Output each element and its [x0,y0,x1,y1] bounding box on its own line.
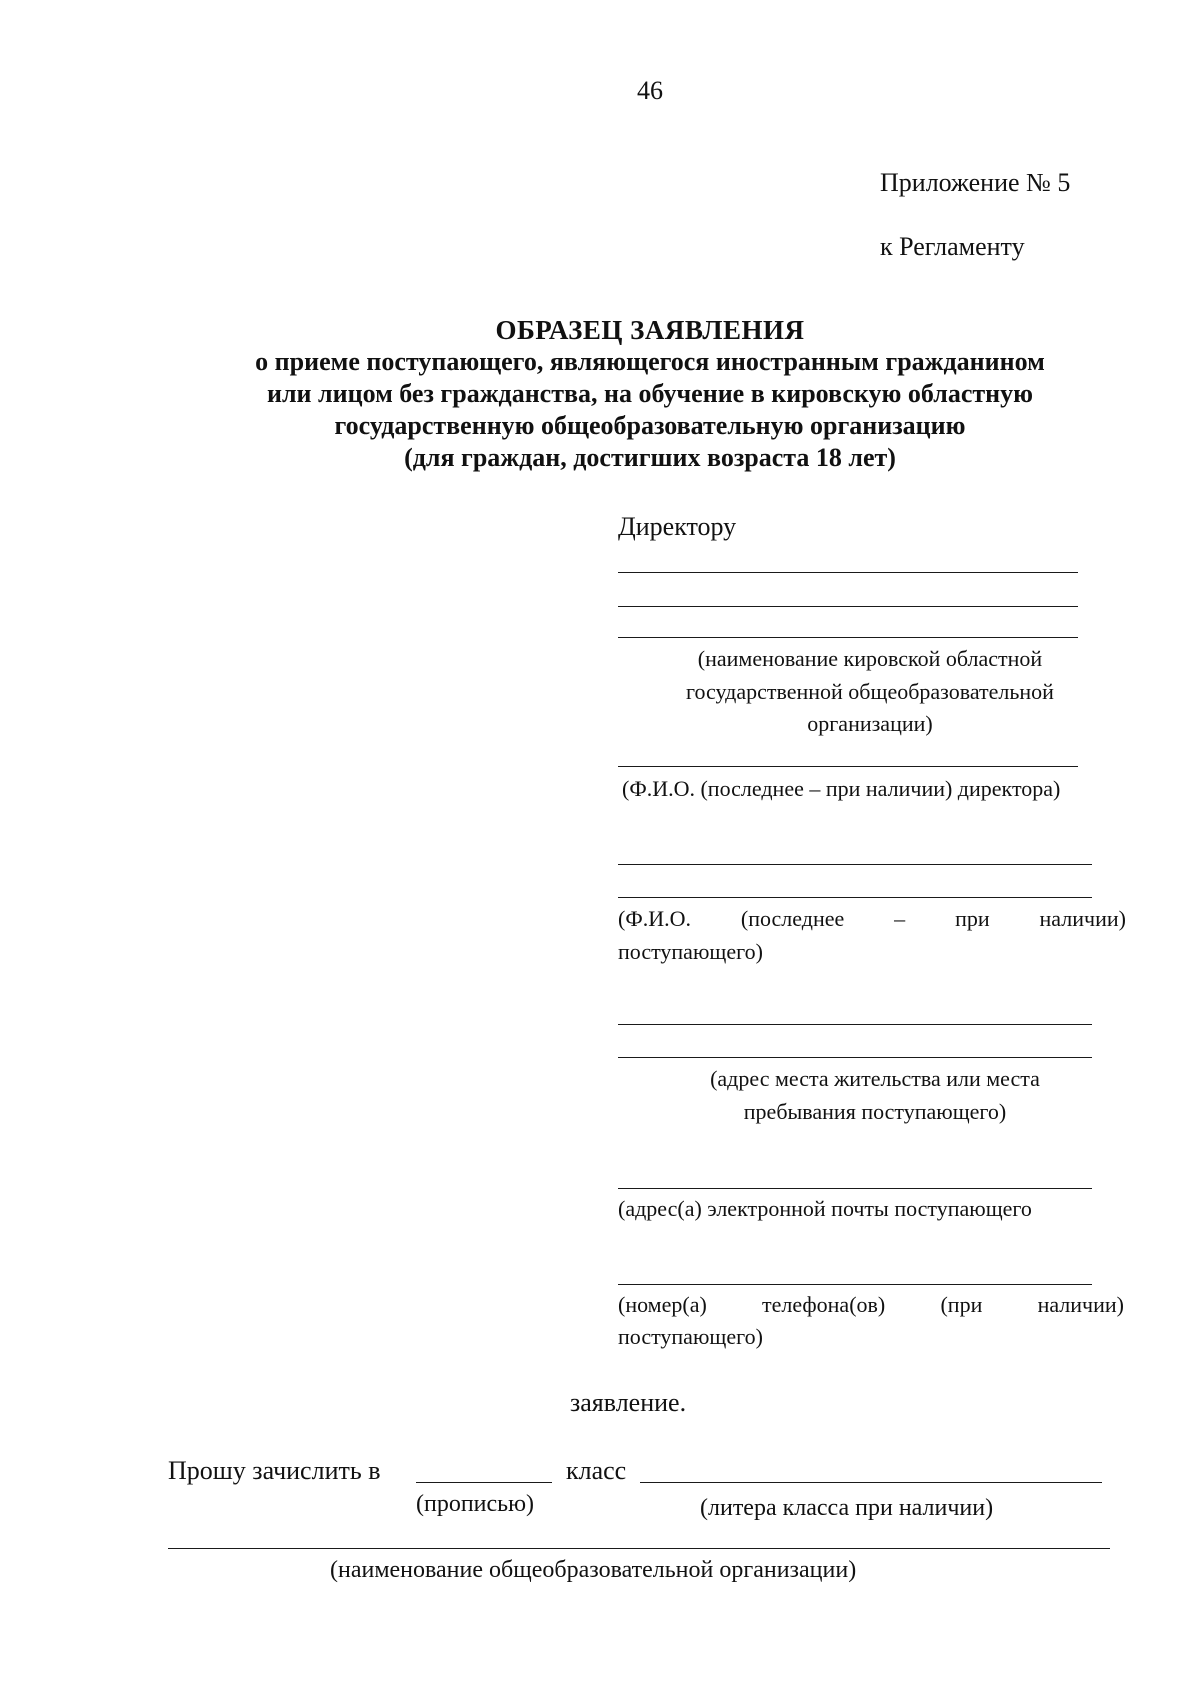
statement-heading: заявление. [570,1388,687,1417]
director-name-line [618,766,1078,767]
phone-caption-line-2: поступающего) [618,1324,763,1349]
title-main: ОБРАЗЕЦ ЗАЯВЛЕНИЯ [495,315,805,345]
organization-caption-line-1: (наименование кировской областной [697,646,1043,671]
director-label: Директору [618,512,737,541]
address-caption-line-1: (адрес места жительства или места [710,1066,1040,1091]
applicant-name-caption-word-3: – [894,906,906,931]
organization-caption-line-2: государственной общеобразовательной [686,679,1054,704]
title-line-1: о приеме поступающего, являющегося иностранным гражданином [255,347,1045,376]
organization-line-3 [618,637,1078,638]
appendix-label: Приложение № 5 [880,168,1071,197]
organization-name-line [168,1548,1110,1549]
organization-name-caption: (наименование общеобразовательной организации) [330,1557,857,1583]
address-line-2 [618,1057,1092,1058]
phone-caption-word-1: (номер(а) [618,1292,707,1317]
title-line-3: государственную общеобразовательную организацию [334,411,966,440]
organization-line-1 [618,572,1078,573]
email-line [618,1188,1092,1189]
title-line-4: (для граждан, достигших возраста 18 лет) [404,443,896,472]
document-title [140,314,1160,474]
director-name-caption: (Ф.И.О. (последнее – при наличии) директора) [622,776,1061,801]
address-caption-line-2: пребывания поступающего) [743,1099,1007,1124]
applicant-name-line-2 [618,897,1092,898]
organization-line-2 [618,606,1078,607]
applicant-name-caption-word-5: наличии) [1039,906,1126,931]
applicant-name-caption-word-2: (последнее [740,906,845,931]
address-line-1 [618,1024,1092,1025]
class-letter-line [640,1482,1102,1483]
page-number: 46 [637,76,663,105]
phone-caption-word-3: (при [940,1292,983,1317]
title-line-2: или лицом без гражданства, на обучение в кировскую областную [266,379,1034,408]
phone-line [618,1284,1092,1285]
applicant-name-caption [618,908,1126,930]
applicant-name-caption-line-2: поступающего) [618,939,763,964]
phone-caption [618,1294,1124,1316]
class-number-line [416,1482,552,1483]
applicant-name-caption-word-4: при [955,906,990,931]
organization-caption-line-3: организации) [807,711,933,736]
phone-caption-word-4: наличии) [1037,1292,1124,1317]
email-caption: (адрес(а) электронной почты поступающего [618,1196,1032,1221]
applicant-name-line-1 [618,864,1092,865]
class-number-caption: (прописью) [416,1491,535,1517]
applicant-name-caption-word-1: (Ф.И.О. [618,906,691,931]
phone-caption-word-2: телефона(ов) [762,1292,886,1317]
regulation-label: к Регламенту [880,232,1025,261]
class-letter-caption: (литера класса при наличии) [700,1495,994,1521]
request-prefix: Прошу зачислить в [168,1456,381,1485]
class-word: класс [566,1456,627,1485]
